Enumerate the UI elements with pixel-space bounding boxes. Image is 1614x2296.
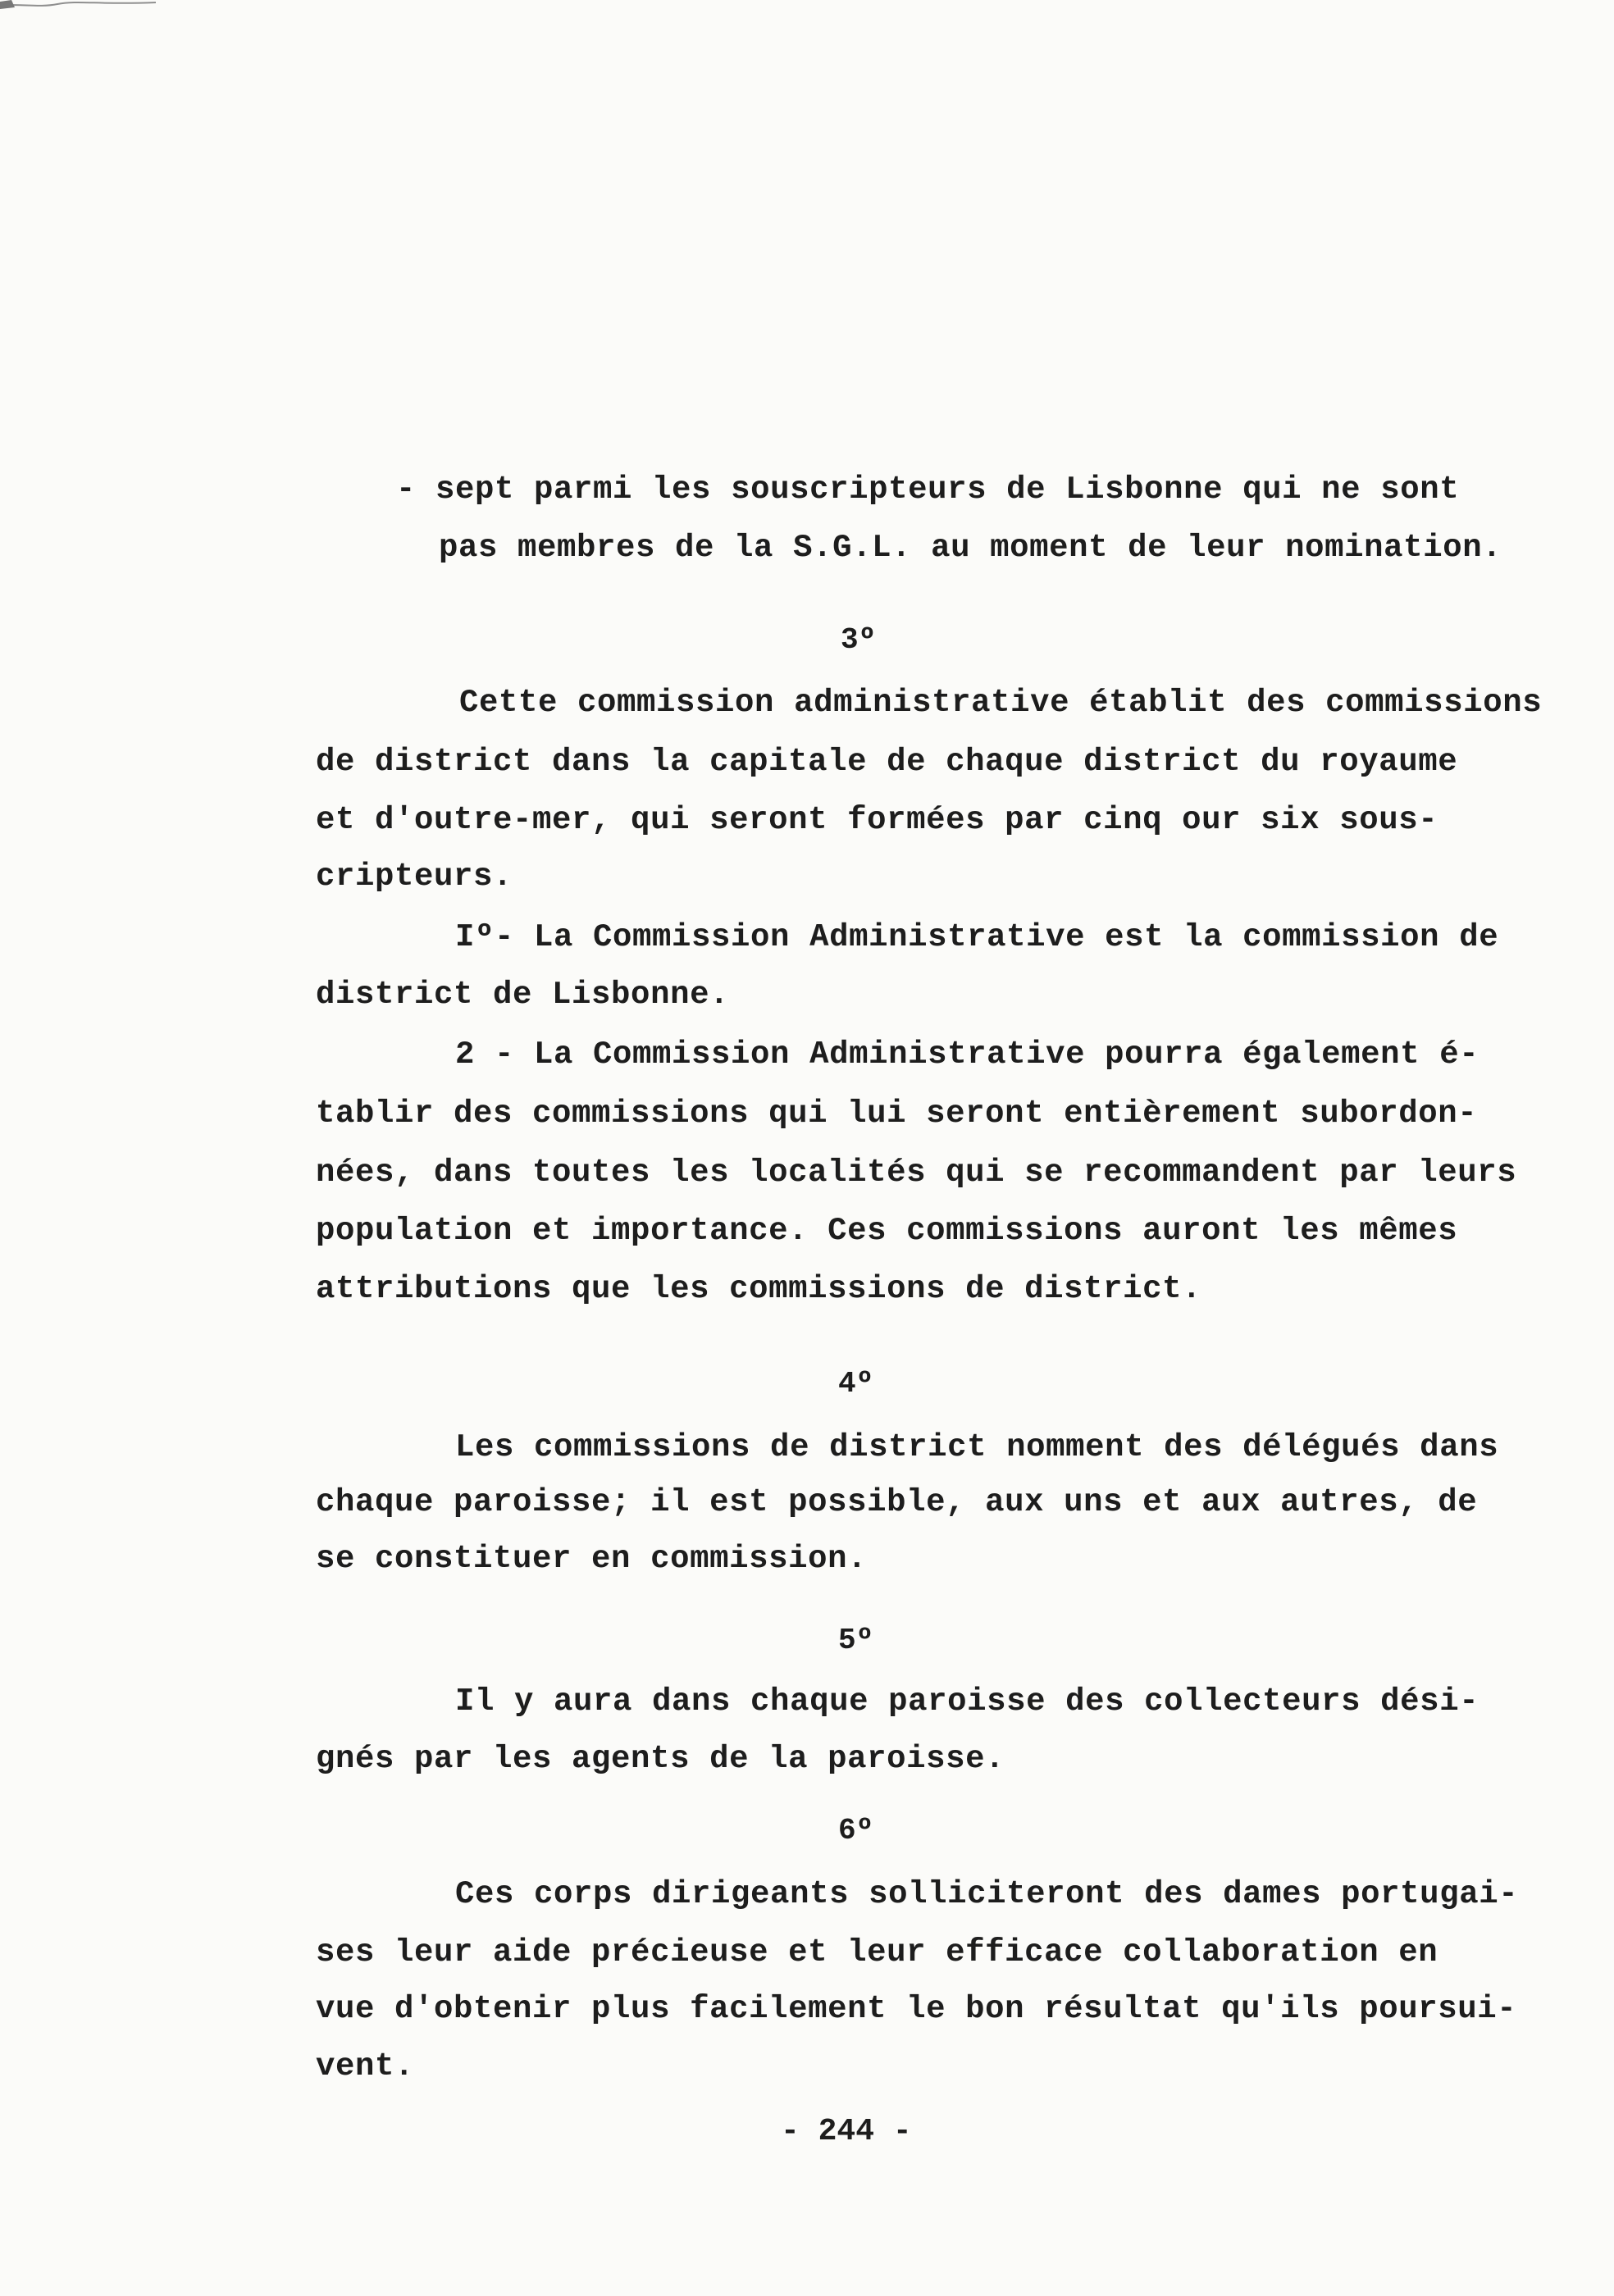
paragraph-line: Il y aura dans chaque paroisse des collecteurs dési- (455, 1683, 1480, 1720)
paragraph-line: Cette commission administrative établit des commissions (459, 685, 1543, 721)
section-heading: 3º (841, 623, 877, 657)
section-heading: 6º (838, 1814, 874, 1847)
scan-artifact-mark (0, 0, 156, 11)
paragraph-line: ses leur aide précieuse et leur efficace collaboration en (316, 1934, 1438, 1970)
section-heading: 5º (838, 1624, 874, 1657)
paragraph-line: et d'outre-mer, qui seront formées par cinq our six sous- (316, 802, 1438, 838)
section-heading: 4º (838, 1367, 874, 1401)
paragraph-line: population et importance. Ces commissions auront les mêmes (316, 1213, 1458, 1249)
page-number: - 244 - (781, 2114, 912, 2149)
paragraph-line: Iº- La Commission Administrative est la commission de (455, 919, 1499, 955)
paragraph-line: se constituer en commission. (316, 1541, 868, 1577)
paragraph-line: Les commissions de district nomment des délégués dans (455, 1429, 1499, 1465)
paragraph-line: vue d'obtenir plus facilement le bon résultat qu'ils poursui- (316, 1991, 1517, 2027)
intro-line: - sept parmi les souscripteurs de Lisbonne qui ne sont (396, 472, 1460, 508)
paragraph-line: district de Lisbonne. (316, 977, 730, 1013)
paragraph-line: cripteurs. (316, 859, 513, 895)
paragraph-line: vent. (316, 2048, 415, 2084)
paragraph-line: Ces corps dirigeants solliciteront des dames portugai- (455, 1876, 1519, 1912)
paragraph-line: attributions que les commissions de district. (316, 1271, 1202, 1307)
paragraph-line: gnés par les agents de la paroisse. (316, 1741, 1005, 1777)
paragraph-line: nées, dans toutes les localités qui se recommandent par leurs (316, 1155, 1517, 1191)
paragraph-line: tablir des commissions qui lui seront entièrement subordon- (316, 1096, 1478, 1132)
paragraph-line: chaque paroisse; il est possible, aux uns et aux autres, de (316, 1484, 1478, 1520)
paragraph-line: de district dans la capitale de chaque district du royaume (316, 744, 1458, 780)
paragraph-line: 2 - La Commission Administrative pourra également é- (455, 1036, 1480, 1073)
intro-line: pas membres de la S.G.L. au moment de leur nomination. (439, 530, 1502, 566)
